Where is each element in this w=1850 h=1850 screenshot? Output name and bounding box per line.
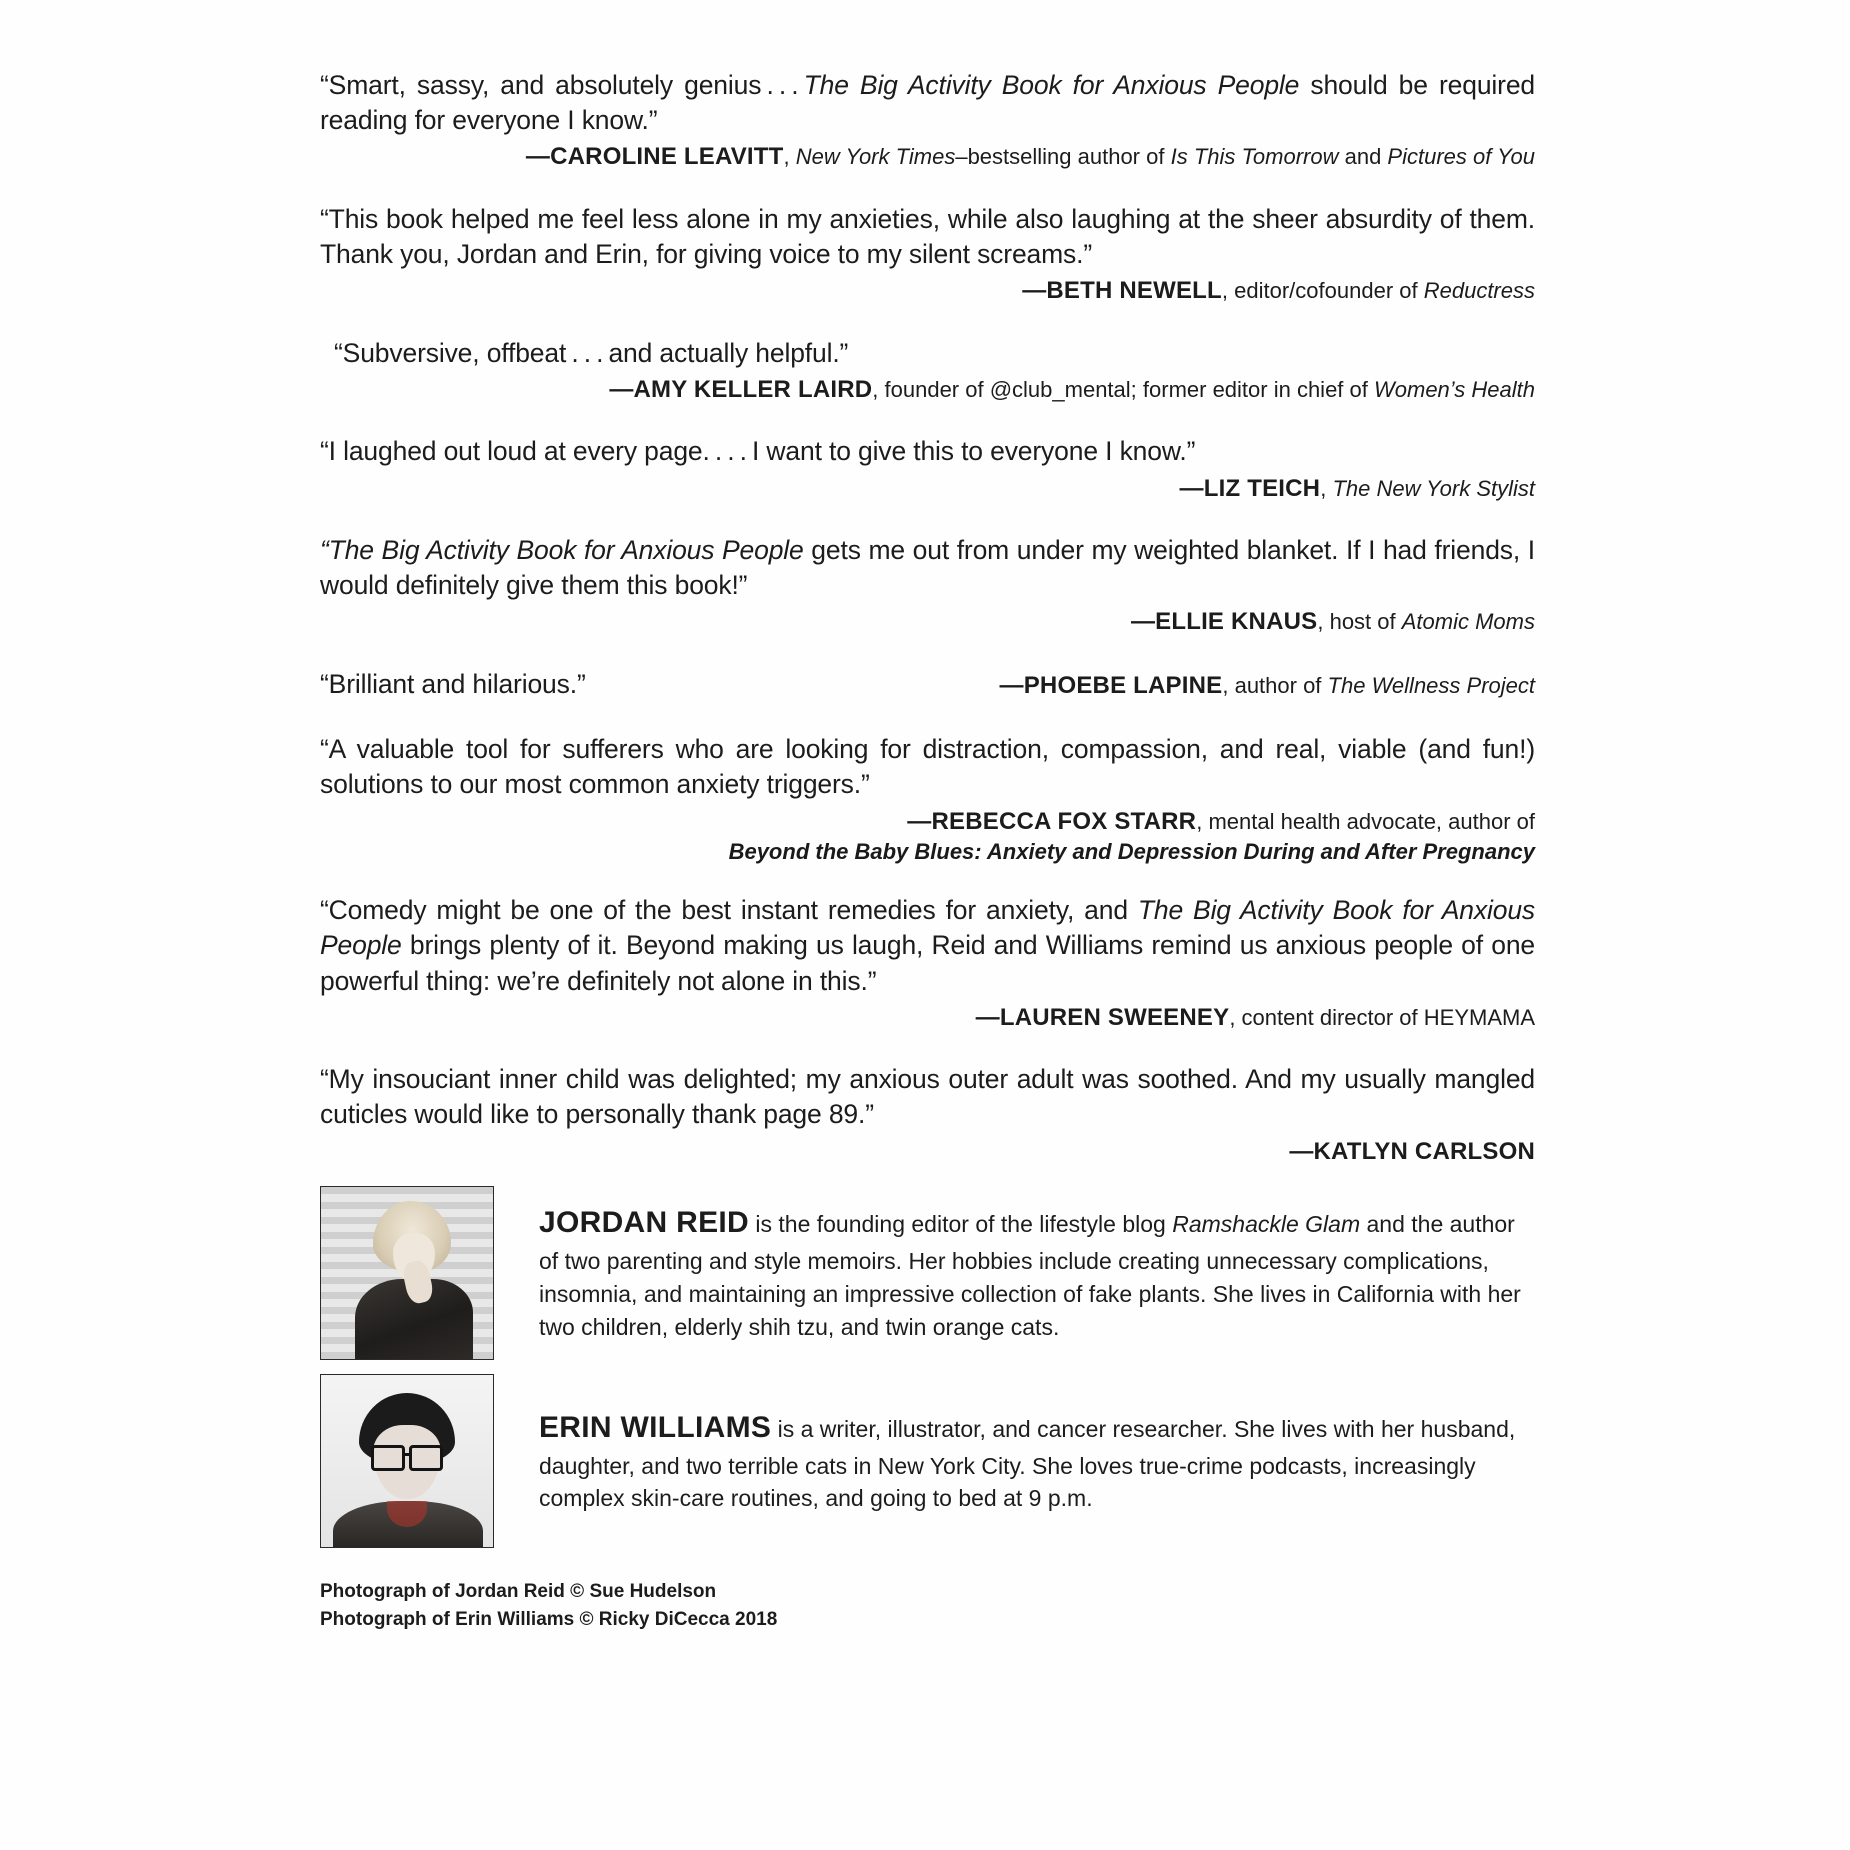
- photo-credits: [320, 1578, 1535, 1633]
- blurb-quote: “Brilliant and hilarious.”: [320, 668, 586, 699]
- blurb-quote: “Comedy might be one of the best instant remedies for anxiety, and The Big Activity Book for Anxious People brings plenty of it. Beyond making us laugh, Reid and Williams remind us anxious people of one powerful thing: we’re definitely not alone in this.”: [320, 895, 1536, 996]
- blurb-quote: “This book helped me feel less alone in my anxieties, while also laughing at the sheer absurdity of them. Thank you, Jordan and Erin, for giving voice to my silent screams.”: [320, 203, 1535, 270]
- blurb-attribution: [1000, 670, 1535, 702]
- attribution-detail: , The New York Stylist: [1320, 475, 1535, 501]
- attribution-detail: , founder of @club_mental; former editor in chief of Women’s Health: [872, 376, 1535, 402]
- attribution-name: —LIZ TEICH: [1179, 474, 1321, 502]
- page-content: [320, 68, 1535, 1633]
- author-name: JORDAN REID: [539, 1206, 749, 1240]
- attribution-name: —REBECCA FOX STARR: [907, 807, 1197, 835]
- blurb-attribution: [320, 1002, 1535, 1034]
- blurb-ellie-knaus: [320, 533, 1535, 639]
- blurb-amy-keller-laird: [320, 336, 1535, 407]
- attribution-name: —LAUREN SWEENEY: [975, 1003, 1230, 1031]
- attribution-name: —ELLIE KNAUS: [1130, 608, 1318, 636]
- blurb-quote: “Subversive, offbeat . . . and actually helpful.”: [334, 337, 849, 368]
- author-name: ERIN WILLIAMS: [539, 1410, 772, 1444]
- blurb-katlyn-carlson: [320, 1062, 1535, 1168]
- blurb-attribution: [320, 473, 1535, 505]
- credit-line-jordan: Photograph of Jordan Reid © Sue Hudelson: [320, 1581, 717, 1603]
- blurb-attribution: [320, 141, 1535, 173]
- blurb-phoebe-lapine: [320, 667, 1535, 702]
- author-bio-text: [539, 1407, 1535, 1516]
- glasses-icon: [371, 1445, 443, 1465]
- author-photo-erin-williams: [320, 1374, 494, 1548]
- attribution-detail: , mental health advocate, author of: [1196, 808, 1535, 834]
- author-photo-jordan-reid: [320, 1186, 494, 1360]
- author-description: is the founding editor of the lifestyle blog Ramshackle Glam and the author of two parenting and style memoirs. Her hobbies include creating unnecessary complications, insomnia, and maintaining an impressive collection of fake plants. She lives in California with her two children, elderly shih tzu, and twin orange cats.: [539, 1211, 1521, 1340]
- blurb-attribution: [320, 1136, 1535, 1168]
- attribution-detail: , author of The Wellness Project: [1222, 672, 1535, 698]
- blurb-attribution: [320, 806, 1535, 838]
- blurb-caroline-leavitt: [320, 68, 1535, 174]
- attribution-name: —KATLYN CARLSON: [1289, 1137, 1535, 1165]
- attribution-name: —PHOEBE LAPINE: [999, 671, 1223, 699]
- attribution-detail: , editor/cofounder of Reductress: [1221, 278, 1535, 304]
- attribution-detail: , New York Times–bestselling author of Is This Tomorrow and Pictures of You: [783, 144, 1535, 170]
- attribution-name: —AMY KELLER LAIRD: [609, 375, 873, 403]
- blurb-quote: “My insouciant inner child was delighted; my anxious outer adult was soothed. And my usually mangled cuticles would like to personally thank page 89.”: [320, 1064, 1535, 1130]
- blurb-beth-newell: [320, 202, 1535, 308]
- blurb-attribution: [320, 606, 1535, 638]
- attribution-name: —CAROLINE LEAVITT: [525, 143, 784, 171]
- blurb-liz-teich: [320, 434, 1535, 505]
- blurb-lauren-sweeney: [320, 893, 1535, 1034]
- blurb-attribution: [320, 374, 1535, 406]
- attribution-detail: , content director of HEYMAMA: [1229, 1004, 1535, 1030]
- blurb-rebecca-fox-starr: [320, 732, 1535, 865]
- blurb-quote: “The Big Activity Book for Anxious People gets me out from under my weighted blanket. If I had friends, I would definitely give them this book!”: [320, 534, 1535, 601]
- blurb-quote: “I laughed out loud at every page. . . . I want to give this to everyone I know.”: [320, 436, 1196, 467]
- blurb-attribution: [320, 275, 1535, 307]
- blurb-quote: “A valuable tool for sufferers who are looking for distraction, compassion, and real, viable (and fun!) solutions to our most common anxiety triggers.”: [320, 734, 1535, 800]
- attribution-detail: , host of Atomic Moms: [1317, 609, 1535, 635]
- attribution-book-subtitle: Beyond the Baby Blues: Anxiety and Depression During and After Pregnancy: [728, 839, 1535, 865]
- blurb-quote: “Smart, sassy, and absolutely genius . . . The Big Activity Book for Anxious People should be required reading for everyone I know.”: [320, 70, 1536, 136]
- attribution-name: —BETH NEWELL: [1022, 277, 1222, 305]
- author-description: is a writer, illustrator, and cancer researcher. She lives with her husband, daughter, and two terrible cats in New York City. She loves true-crime podcasts, increasingly complex skin-care routines, and going to bed at 9 p.m.: [539, 1415, 1516, 1512]
- credit-line-erin: Photograph of Erin Williams © Ricky DiCecca 2018: [320, 1608, 778, 1630]
- author-bio-erin-williams: [320, 1374, 1535, 1548]
- author-bio-text: [539, 1202, 1535, 1344]
- author-bio-jordan-reid: [320, 1186, 1535, 1360]
